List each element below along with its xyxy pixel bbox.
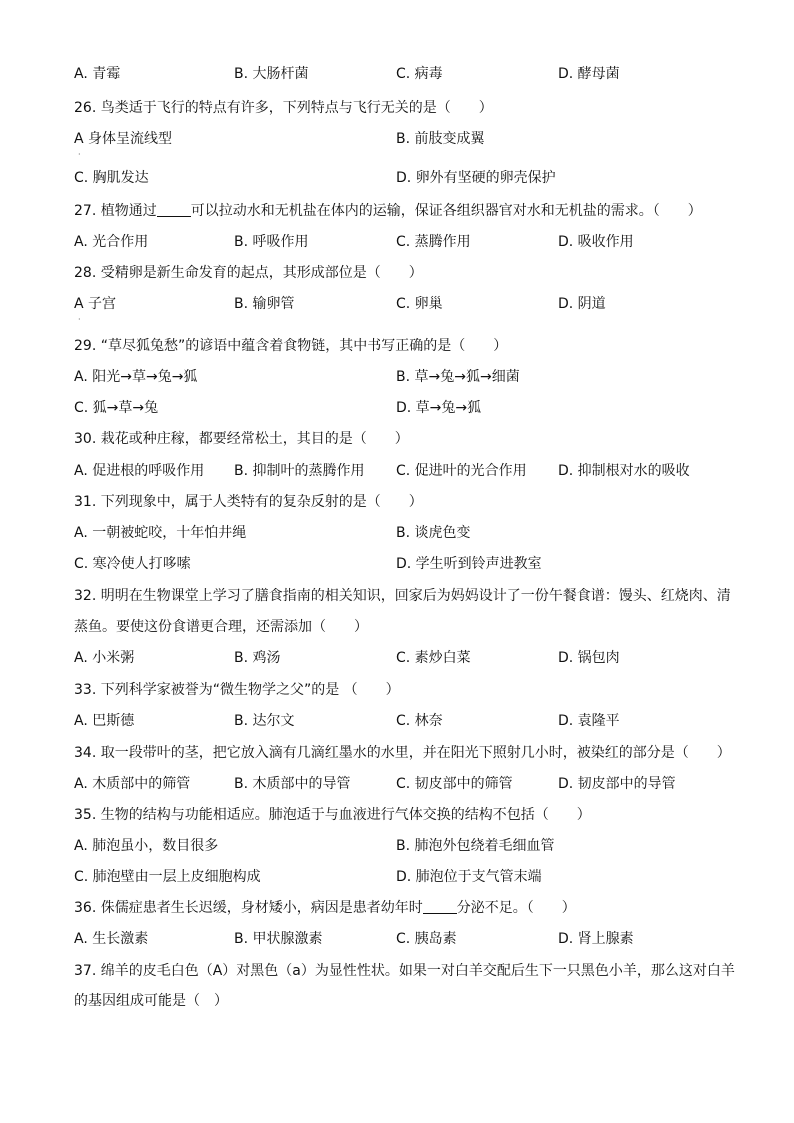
option-a: C. 胸肌发达 — [74, 170, 149, 186]
question-text: 的基因组成可能是（ ） — [74, 993, 228, 1009]
question-text: 蒸鱼。要使这份食谱更合理，还需添加（ ） — [74, 619, 368, 635]
option-b: B. 甲状腺激素 — [234, 931, 323, 947]
option-a: A 身体呈流线型 — [74, 131, 173, 147]
option-d: D. 韧皮部中的导管 — [558, 776, 676, 792]
question-text: 33. 下列科学家被誉为“微生物学之父”的是 （ ） — [74, 682, 400, 698]
option-a: A. 生长激素 — [74, 931, 149, 947]
question-text: 35. 生物的结构与功能相适应。肺泡适于与血液进行气体交换的结构不包括（ ） — [74, 807, 591, 823]
option-b: D. 草→兔→狐 — [396, 400, 482, 416]
question-text — [74, 898, 576, 918]
question-text: 34. 取一段带叶的茎，把它放入滴有几滴红墨水的水里，并在阳光下照射几小时，被染红的部分是（ ） — [74, 745, 731, 761]
option-c: C. 林奈 — [396, 713, 443, 729]
option-d: D. 酵母菌 — [558, 66, 620, 82]
option-b: B. 抑制叶的蒸腾作用 — [234, 463, 365, 479]
option-b: B. 前肢变成翼 — [396, 131, 485, 147]
option-d: D. 袁隆平 — [558, 713, 620, 729]
option-c: C. 促进叶的光合作用 — [396, 463, 527, 479]
option-c: C. 卵巢 — [396, 296, 443, 312]
option-d: D. 抑制根对水的吸收 — [558, 463, 690, 479]
scan-mark: · — [78, 150, 81, 159]
fill-blank — [157, 202, 191, 217]
option-b: D. 卵外有坚硬的卵壳保护 — [396, 170, 556, 186]
question-text: 26. 鸟类适于飞行的特点有许多，下列特点与飞行无关的是（ ） — [74, 100, 493, 116]
option-a: C. 肺泡壁由一层上皮细胞构成 — [74, 869, 261, 885]
option-a: A. 小米粥 — [74, 650, 135, 666]
question-text: 29. “草尽狐兔愁”的谚语中蕴含着食物链，其中书写正确的是（ ） — [74, 338, 508, 354]
option-a: C. 寒冷使人打哆嗦 — [74, 556, 191, 572]
option-a: A. 巴斯德 — [74, 713, 135, 729]
question-text: 31. 下列现象中，属于人类特有的复杂反射的是（ ） — [74, 494, 423, 510]
option-d: D. 阴道 — [558, 296, 606, 312]
option-c: C. 韧皮部中的筛管 — [396, 776, 513, 792]
option-b: B. 大肠杆菌 — [234, 66, 309, 82]
option-b: B. 呼吸作用 — [234, 234, 309, 250]
option-a: A. 青霉 — [74, 66, 121, 82]
option-d: D. 肾上腺素 — [558, 931, 634, 947]
question-text-end: 可以拉动水和无机盐在体内的运输，保证各组织器官对水和无机盐的需求。（ ） — [190, 203, 702, 219]
option-a: A. 木质部中的筛管 — [74, 776, 191, 792]
scan-mark: · — [78, 315, 81, 324]
option-a: C. 狐→草→兔 — [74, 400, 159, 416]
option-b: B. 木质部中的导管 — [234, 776, 351, 792]
question-text: 28. 受精卵是新生命发育的起点，其形成部位是（ ） — [74, 265, 423, 281]
question-text-start: 27. 植物通过 — [74, 203, 157, 219]
question-text: 30. 栽花或种庄稼，都要经常松土，其目的是（ ） — [74, 431, 409, 447]
option-a: A. 光合作用 — [74, 234, 149, 250]
option-d: D. 吸收作用 — [558, 234, 634, 250]
question-text-end: 分泌不足。（ ） — [456, 900, 576, 916]
option-d: D. 锅包肉 — [558, 650, 620, 666]
option-a: A 子宫 — [74, 296, 117, 312]
option-c: C. 病毒 — [396, 66, 443, 82]
option-a: A. 一朝被蛇咬，十年怕井绳 — [74, 525, 247, 541]
option-c: C. 胰岛素 — [396, 931, 457, 947]
question-text: 37. 绵羊的皮毛白色（A）对黑色（a）为显性性状。如果一对白羊交配后生下一只黑色小羊，那么这对白羊 — [74, 963, 735, 979]
option-b: B. 达尔文 — [234, 713, 295, 729]
option-a: A. 阳光→草→兔→狐 — [74, 369, 198, 385]
option-b: B. 鸡汤 — [234, 650, 281, 666]
question-text — [74, 201, 702, 221]
option-c: C. 素炒白菜 — [396, 650, 471, 666]
option-b: B. 谈虎色变 — [396, 525, 471, 541]
fill-blank — [423, 899, 457, 914]
option-a: A. 促进根的呼吸作用 — [74, 463, 205, 479]
question-text: 32. 明明在生物课堂上学习了膳食指南的相关知识，回家后为妈妈设计了一份午餐食谱：馒头、红烧肉、清 — [74, 588, 731, 604]
question-text-start: 36. 侏儒症患者生长迟缓，身材矮小，病因是患者幼年时 — [74, 900, 423, 916]
option-c: C. 蒸腾作用 — [396, 234, 471, 250]
option-b: B. 肺泡外包绕着毛细血管 — [396, 838, 555, 854]
option-a: A. 肺泡虽小，数目很多 — [74, 838, 219, 854]
option-b: B. 输卵管 — [234, 296, 295, 312]
option-b: D. 肺泡位于支气管末端 — [396, 869, 542, 885]
option-b: B. 草→兔→狐→细菌 — [396, 369, 520, 385]
option-b: D. 学生听到铃声进教室 — [396, 556, 542, 572]
